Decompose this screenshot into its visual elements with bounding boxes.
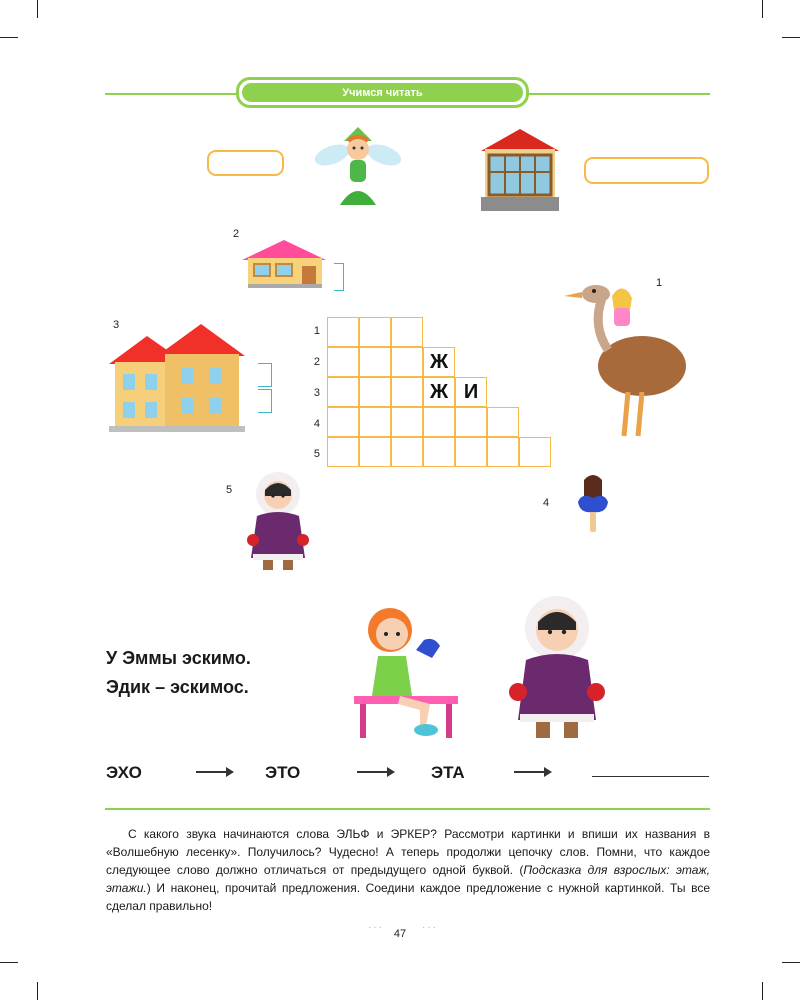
crossword-cell[interactable]: [359, 347, 391, 377]
crop-mark: [0, 962, 18, 963]
answer-box-erker[interactable]: [584, 157, 709, 184]
bay-window-house-icon: [475, 127, 565, 213]
crossword-cell[interactable]: [327, 437, 359, 467]
crossword-cell[interactable]: [327, 377, 359, 407]
crop-mark: [762, 0, 763, 18]
small-house-icon: [240, 238, 328, 290]
instructions-paragraph: [106, 825, 710, 915]
label-eskimo-icecream: 4: [543, 497, 550, 509]
crossword-cell[interactable]: [391, 407, 423, 437]
crossword-row-number: 3: [313, 387, 320, 399]
crossword-cell[interactable]: [359, 317, 391, 347]
page-dots-left: ···: [368, 922, 384, 933]
crossword-cell[interactable]: [327, 347, 359, 377]
crop-mark: [782, 962, 800, 963]
crossword-cell[interactable]: [359, 437, 391, 467]
label-mansion: 3: [113, 319, 120, 331]
instructions-hint: Подсказка для взрослых: этаж, этажи.: [106, 863, 710, 895]
crossword-cell[interactable]: Ж: [423, 377, 455, 407]
crop-mark: [782, 37, 800, 38]
crossword-cell[interactable]: [455, 407, 487, 437]
crop-mark: [37, 0, 38, 18]
instructions-rule: [105, 808, 710, 810]
label-house-small: 2: [233, 228, 240, 240]
sentence-first[interactable]: У Эммы эскимо.: [106, 648, 251, 668]
mansion-icon: [105, 322, 253, 434]
crossword-cell[interactable]: И: [455, 377, 487, 407]
crossword-row-number: 1: [313, 325, 320, 337]
crossword-cell[interactable]: [359, 407, 391, 437]
chain-word-2: ЭТО: [265, 763, 301, 782]
crossword-cell[interactable]: [327, 407, 359, 437]
crossword-cell[interactable]: [455, 437, 487, 467]
chain-arrow: [196, 771, 232, 773]
answer-bracket-3a[interactable]: [258, 363, 272, 387]
ostrich-girl-icon: [562, 276, 690, 440]
crop-mark: [0, 37, 18, 38]
eskimo-icon: [506, 592, 608, 742]
header-badge: [236, 77, 529, 108]
crossword-row-number: 5: [313, 448, 320, 460]
crossword-cell[interactable]: [423, 407, 455, 437]
page-number: 47: [393, 928, 407, 940]
label-ostrich: 1: [656, 277, 663, 289]
crossword-cell[interactable]: [423, 437, 455, 467]
chain-word-1: ЭХО: [106, 763, 142, 782]
crossword-cell[interactable]: [359, 377, 391, 407]
crossword-row-number: 2: [313, 356, 320, 368]
crossword-cell[interactable]: [487, 407, 519, 437]
instructions-text: С какого звука начинаются слова ЭЛЬФ и ЭРКЕР? Рассмотри картинки и впиши их названия в «Волшебную лесенку». Получилось? Чудесно! А теперь продолжи цепочку слов. Помни, что каждое следующее слово должно отличаться от предыдущего одной буквой. (: [106, 827, 710, 877]
crossword-cell[interactable]: [391, 317, 423, 347]
crossword-cell[interactable]: [391, 347, 423, 377]
crossword-cell[interactable]: [519, 437, 551, 467]
crossword-cell[interactable]: [487, 437, 519, 467]
answer-bracket-3b[interactable]: [258, 389, 272, 413]
crossword-row-number: 4: [313, 418, 320, 430]
sentence-second[interactable]: Эдик – эскимос.: [106, 677, 249, 697]
chain-answer-line[interactable]: [592, 776, 709, 777]
chain-arrow: [514, 771, 550, 773]
answer-box-elf[interactable]: [207, 150, 284, 176]
eskimo-icon: [243, 470, 313, 572]
girl-on-bench-icon: [340, 600, 470, 742]
ice-cream-icon: [572, 470, 614, 534]
chain-arrow: [357, 771, 393, 773]
answer-bracket-2[interactable]: [334, 263, 344, 291]
elf-icon: [312, 127, 404, 207]
chain-word-3: ЭТА: [431, 763, 465, 782]
crossword-cell[interactable]: Ж: [423, 347, 455, 377]
page-title: Учимся читать: [242, 83, 523, 102]
crop-mark: [762, 982, 763, 1000]
crossword-cell[interactable]: [391, 437, 423, 467]
crop-mark: [37, 982, 38, 1000]
crossword-cell[interactable]: [391, 377, 423, 407]
page-dots-right: ···: [422, 922, 438, 933]
instructions-text-end: ) И наконец, прочитай предложения. Соедини каждое предложение с нужной картинкой. Ты все сделал правильно!: [106, 881, 710, 913]
crossword-cell[interactable]: [327, 317, 359, 347]
label-eskimo-small: 5: [226, 484, 233, 496]
